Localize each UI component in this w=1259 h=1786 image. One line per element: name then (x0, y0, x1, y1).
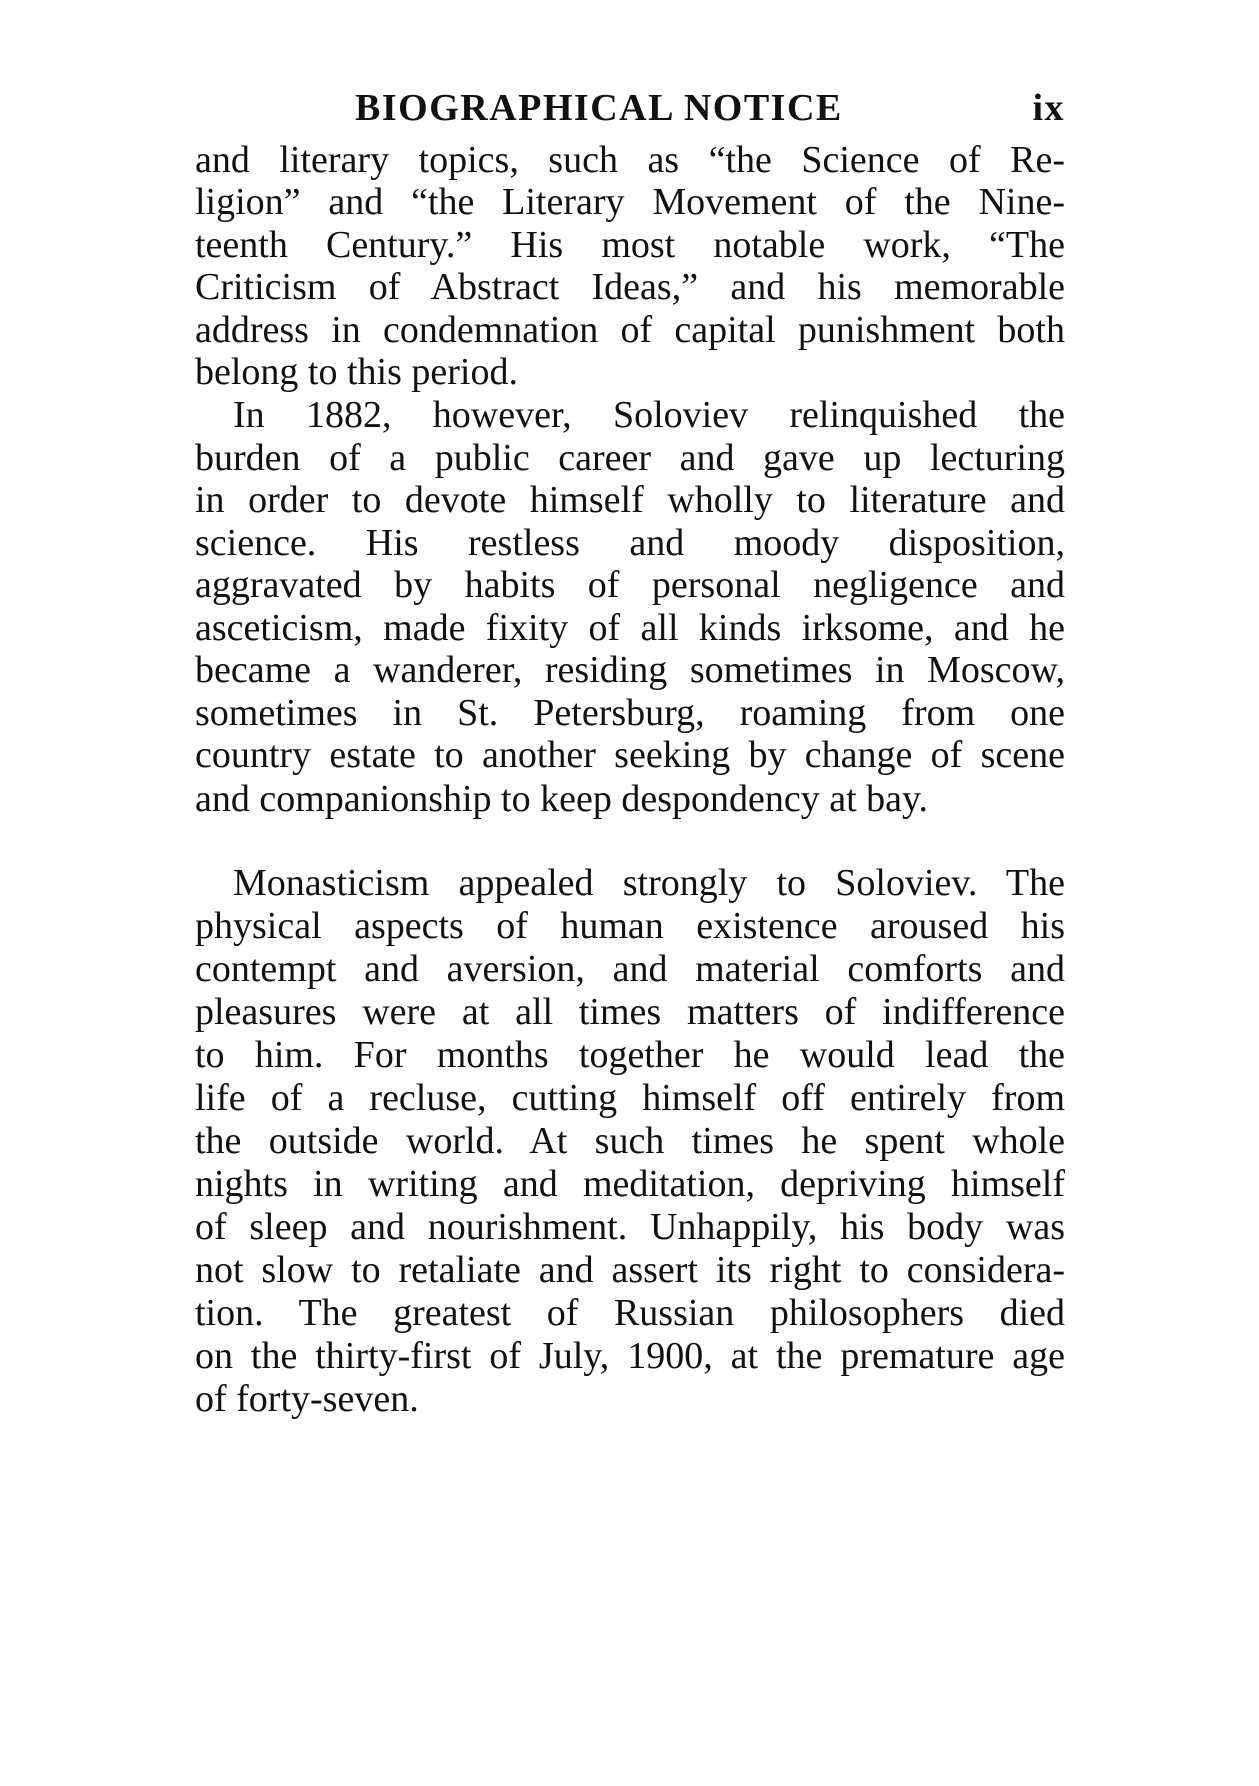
text-line: science. His restless and moody disposition, (195, 522, 1065, 564)
text-line: the outside world. At such times he spent whole (195, 1120, 1065, 1162)
text-line: life of a recluse, cutting himself off entirely from (195, 1077, 1065, 1119)
text-line: Monasticism appealed strongly to Soloviev. The (233, 862, 1065, 904)
page-number: ix (1032, 87, 1065, 129)
text-line: In 1882, however, Soloviev relinquished the (233, 394, 1065, 436)
text-line: asceticism, made fixity of all kinds irksome, and he (195, 607, 1065, 649)
running-head (195, 86, 1065, 136)
book-page (195, 0, 1065, 1786)
text-line: teenth Century.” His most notable work, “The (195, 224, 1065, 266)
text-line: tion. The greatest of Russian philosophers died (195, 1292, 1065, 1334)
text-line: not slow to retaliate and assert its right to considera- (195, 1249, 1065, 1291)
text-line: country estate to another seeking by change of scene (195, 734, 1065, 776)
text-line: pleasures were at all times matters of indifference (195, 991, 1065, 1033)
text-line: sometimes in St. Petersburg, roaming from one (195, 692, 1065, 734)
text-line: of forty-seven. (195, 1378, 419, 1420)
text-line: became a wanderer, residing sometimes in Moscow, (195, 649, 1065, 691)
text-line: on the thirty-first of July, 1900, at the premature age (195, 1335, 1065, 1377)
text-line: burden of a public career and gave up lecturing (195, 437, 1065, 479)
text-line: ligion” and “the Literary Movement of the Nine- (195, 181, 1065, 223)
text-line: physical aspects of human existence aroused his (195, 905, 1065, 947)
text-line: to him. For months together he would lead the (195, 1034, 1065, 1076)
running-title: BIOGRAPHICAL NOTICE (355, 87, 843, 129)
text-line: Criticism of Abstract Ideas,” and his memorable (195, 266, 1065, 308)
text-line: and literary topics, such as “the Science of Re- (195, 139, 1065, 181)
text-line: and companionship to keep despondency at bay. (195, 778, 929, 820)
text-line: in order to devote himself wholly to literature and (195, 479, 1065, 521)
text-line: of sleep and nourishment. Unhappily, his body was (195, 1206, 1065, 1248)
text-line: nights in writing and meditation, depriving himself (195, 1163, 1065, 1205)
text-line: address in condemnation of capital punishment both (195, 309, 1065, 351)
text-line: aggravated by habits of personal negligence and (195, 564, 1065, 606)
text-line: contempt and aversion, and material comforts and (195, 948, 1065, 990)
text-line: belong to this period. (195, 351, 518, 393)
